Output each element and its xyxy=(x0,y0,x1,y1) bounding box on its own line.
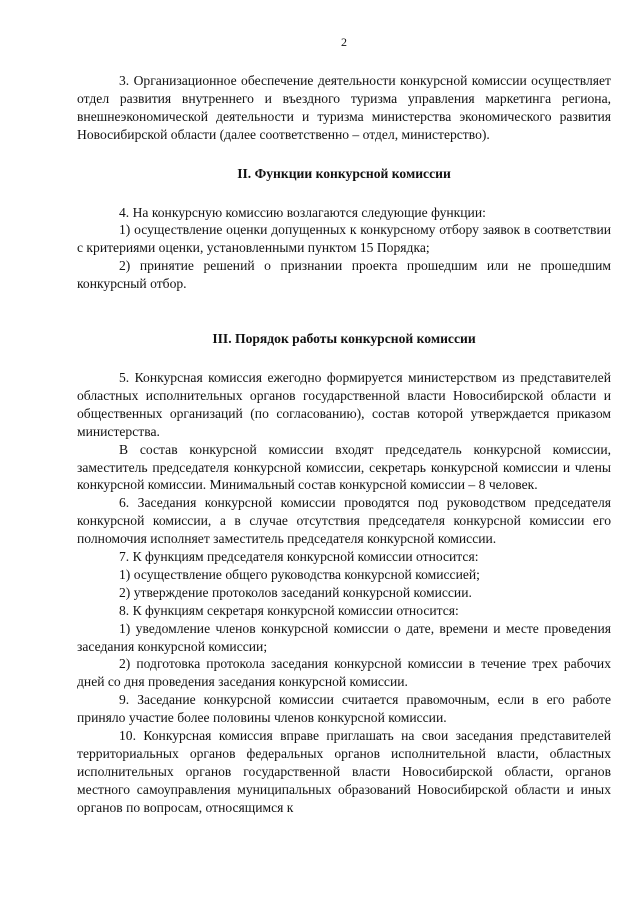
paragraph-10: 10. Конкурсная комиссия вправе приглашать на свои заседания представителей территориальных органов федеральных органов исполнительной власти, областных исполнительных органов государственной власти Новосибирской области, органов местного самоуправления муниципальных образований Новосибирской области и иных органов по вопросам, относящимся к xyxy=(77,728,611,815)
paragraph-8: 8. К функциям секретаря конкурсной комиссии относится: xyxy=(119,602,459,618)
page-number: 2 xyxy=(341,35,347,49)
paragraph-6: 6. Заседания конкурсной комиссии проводятся под руководством председателя конкурсной комиссии, а в случае отсутствия председателя конкурсной комиссии его полномочия исполняет заместитель председателя конкурсной комиссии. xyxy=(77,495,611,547)
paragraph-3: 3. Организационное обеспечение деятельности конкурсной комиссии осуществляет отдел развития внутреннего и въездного туризма управления маркетинга региона, внешнеэкономической деятельности и туризма министерства экономического развития Новосибирской области (далее соответственно – отдел, министерство). xyxy=(77,73,611,142)
section-heading-procedure: III. Порядок работы конкурсной комиссии xyxy=(212,331,476,347)
paragraph-4: 4. На конкурсную комиссию возлагаются следующие функции: xyxy=(119,204,486,220)
paragraph-4-item-2: 2) принятие решений о признании проекта прошедшим или не прошедшим конкурсный отбор. xyxy=(77,258,611,292)
paragraph-7: 7. К функциям председателя конкурсной комиссии относится: xyxy=(119,549,479,565)
paragraph-8-item-1: 1) уведомление членов конкурсной комиссии о дате, времени и месте проведения заседания конкурсной комиссии; xyxy=(77,620,611,654)
section-heading-functions: II. Функции конкурсной комиссии xyxy=(237,165,451,181)
paragraph-9: 9. Заседание конкурсной комиссии считается правомочным, если в его работе приняло участие более половины членов конкурсной комиссии. xyxy=(77,692,611,726)
paragraph-8-item-2: 2) подготовка протокола заседания конкурсной комиссии в течение трех рабочих дней со дня проведения заседания конкурсной комиссии. xyxy=(77,656,611,690)
paragraph-5-composition: В состав конкурсной комиссии входят председатель конкурсной комиссии, заместитель председателя конкурсной комиссии, секретарь конкурсной комиссии и члены конкурсной комиссии. Минимальный состав конкурсной комиссии – 8 человек. xyxy=(77,441,611,493)
paragraph-5: 5. Конкурсная комиссия ежегодно формируется министерством из представителей областных исполнительных органов государственной власти Новосибирской области и общественных организаций (по согласованию), состав которой утверждается приказом министерства. xyxy=(77,369,611,439)
paragraph-4-item-1: 1) осуществление оценки допущенных к конкурсному отбору заявок в соответствии с критериями оценки, установленными пунктом 15 Порядка; xyxy=(77,222,611,256)
paragraph-7-item-2: 2) утверждение протоколов заседаний конкурсной комиссии. xyxy=(119,584,472,600)
paragraph-7-item-1: 1) осуществление общего руководства конкурсной комиссией; xyxy=(119,566,480,582)
document-page xyxy=(77,34,611,817)
